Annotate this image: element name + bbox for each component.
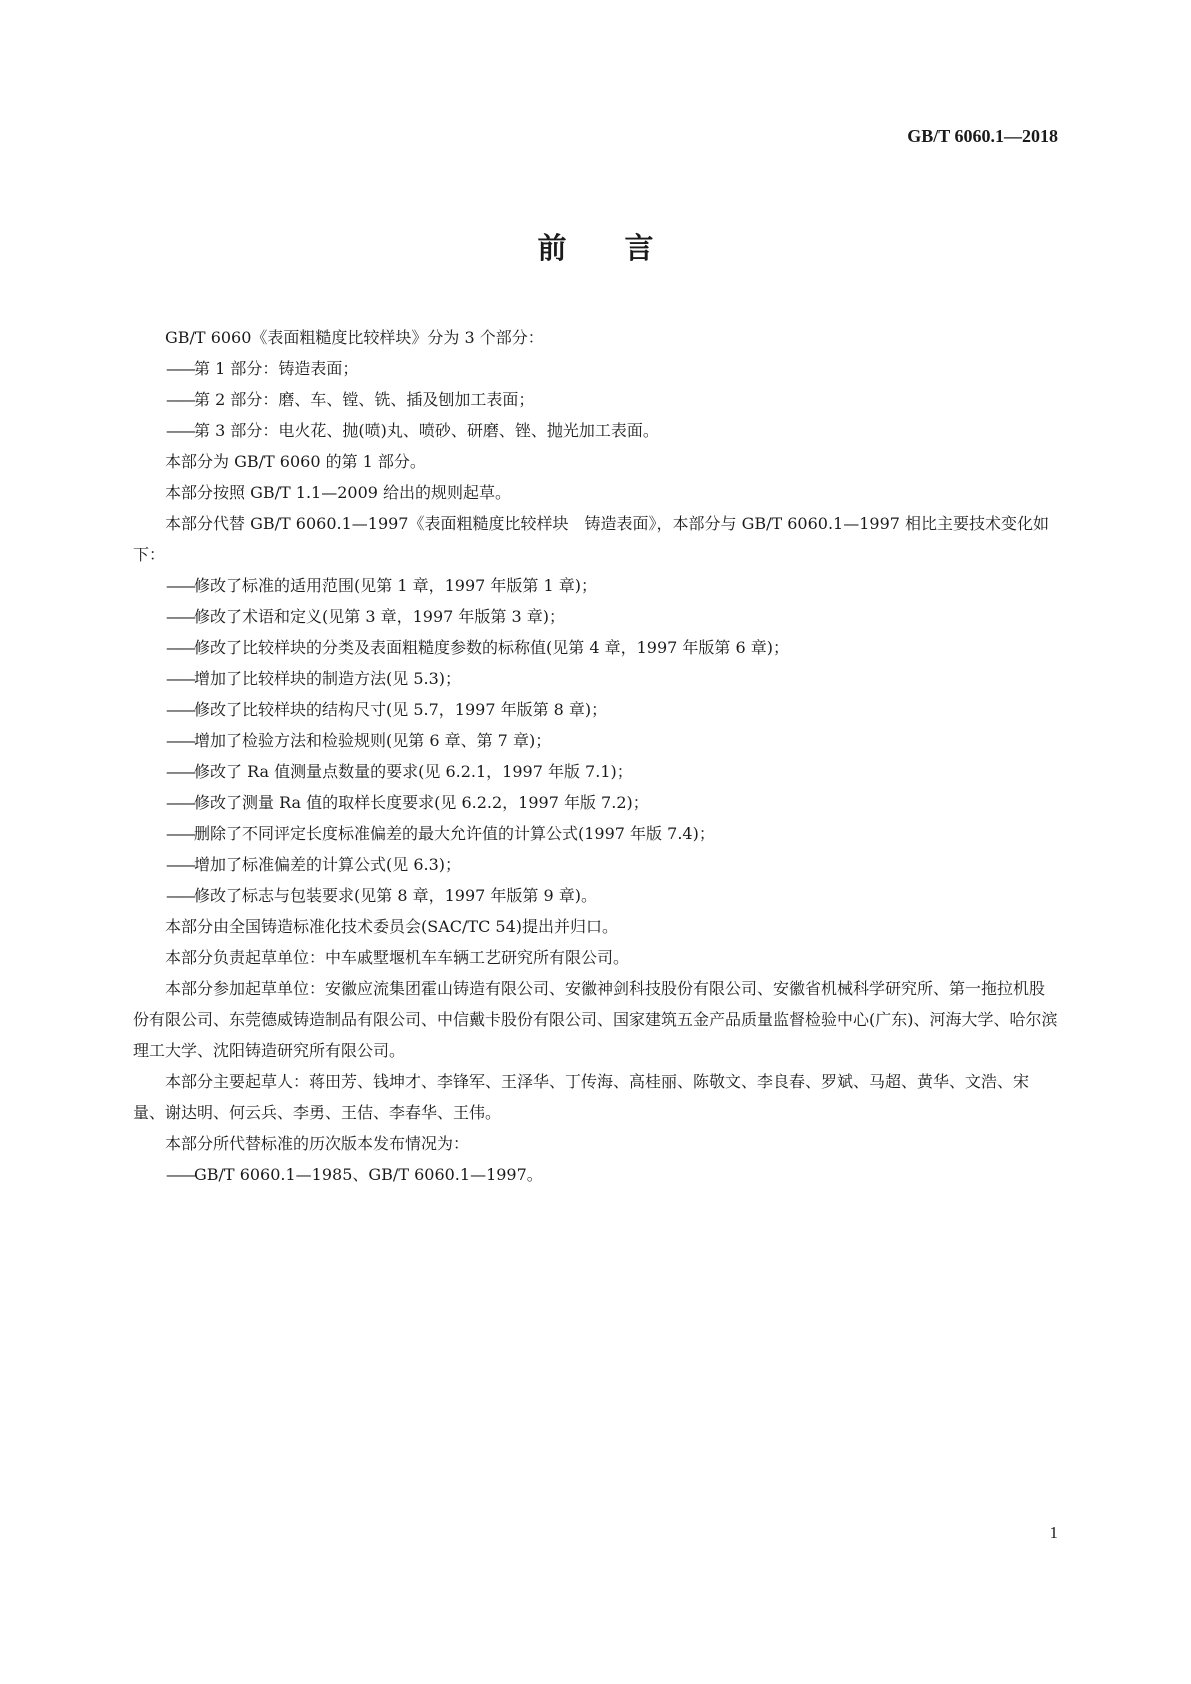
paragraph-main-drafters: 本部分主要起草人：蒋田芳、钱坤才、李锋军、王泽华、丁传海、高桂丽、陈敬文、李良春、罗斌、马超、黄华、文浩、宋量、谢达明、何云兵、李勇、王佶、李春华、王伟。 <box>133 1072 1030 1122</box>
paragraph-proposer: 本部分由全国铸造标准化技术委员会(SAC/TC 54)提出并归口。 <box>165 917 618 936</box>
list-item-history <box>133 1159 1058 1190</box>
page-title: 前 言 <box>537 231 654 265</box>
list-item-text: 第 1 部分：铸造表面； <box>194 359 359 378</box>
dash-mark: —— <box>166 390 194 409</box>
list-item-change <box>133 880 1058 911</box>
list-item-part <box>133 415 1058 446</box>
list-item-text: 增加了标准偏差的计算公式(见 6.3)； <box>194 855 462 874</box>
page-number: 1 <box>1049 1523 1058 1542</box>
dash-mark: —— <box>166 638 194 657</box>
paragraph-part-scope: 本部分为 GB/T 6060 的第 1 部分。 <box>165 452 426 471</box>
list-item-change <box>133 818 1058 849</box>
list-item-text: 第 3 部分：电火花、抛(喷)丸、喷砂、研磨、锉、抛光加工表面。 <box>194 421 659 440</box>
list-item-change <box>133 570 1058 601</box>
list-item-text: 删除了不同评定长度标准偏差的最大允许值的计算公式(1997 年版 7.4)； <box>194 824 715 843</box>
list-item-change <box>133 787 1058 818</box>
dash-mark: —— <box>166 576 194 595</box>
list-item-change <box>133 849 1058 880</box>
list-item-text: 修改了标志与包装要求(见第 8 章，1997 年版第 9 章)。 <box>194 886 597 905</box>
list-item-text: 修改了测量 Ra 值的取样长度要求(见 6.2.2，1997 年版 7.2)； <box>194 793 649 812</box>
list-item-change <box>133 601 1058 632</box>
paragraph-parts-intro: GB/T 6060《表面粗糙度比较样块》分为 3 个部分： <box>165 328 544 347</box>
paragraph-drafting-rules: 本部分按照 GB/T 1.1—2009 给出的规则起草。 <box>165 483 512 502</box>
paragraph-responsible-drafter: 本部分负责起草单位：中车戚墅堰机车车辆工艺研究所有限公司。 <box>165 948 630 967</box>
list-item-text: 修改了术语和定义(见第 3 章，1997 年版第 3 章)； <box>194 607 565 626</box>
list-item-text: 修改了标准的适用范围(见第 1 章，1997 年版第 1 章)； <box>194 576 597 595</box>
paragraph-participating-drafters: 本部分参加起草单位：安徽应流集团霍山铸造有限公司、安徽神剑科技股份有限公司、安徽省机械科学研究所、第一拖拉机股份有限公司、东莞德威铸造制品有限公司、中信戴卡股份有限公司、国家建筑五金产品质量监督检验中心(广东)、河海大学、哈尔滨理工大学、沈阳铸造研究所有限公司。 <box>133 979 1058 1060</box>
list-item-part <box>133 384 1058 415</box>
dash-mark: —— <box>166 886 194 905</box>
dash-mark: —— <box>166 793 194 812</box>
list-item-text: GB/T 6060.1—1985、GB/T 6060.1—1997。 <box>194 1165 543 1184</box>
dash-mark: —— <box>166 731 194 750</box>
list-item-text: 增加了检验方法和检验规则(见第 6 章、第 7 章)； <box>194 731 552 750</box>
list-item-part <box>133 353 1058 384</box>
list-item-text: 修改了比较样块的分类及表面粗糙度参数的标称值(见第 4 章，1997 年版第 6 章)； <box>194 638 789 657</box>
list-item-text: 修改了 Ra 值测量点数量的要求(见 6.2.1，1997 年版 7.1)； <box>194 762 633 781</box>
dash-mark: —— <box>166 1165 194 1184</box>
dash-mark: —— <box>166 669 194 688</box>
list-item-change <box>133 663 1058 694</box>
dash-mark: —— <box>166 700 194 719</box>
dash-mark: —— <box>166 855 194 874</box>
list-item-change <box>133 632 1058 663</box>
foreword-body <box>133 322 1058 1190</box>
dash-mark: —— <box>166 762 194 781</box>
paragraph-replacement: 本部分代替 GB/T 6060.1—1997《表面粗糙度比较样块 铸造表面》，本部分与 GB/T 6060.1—1997 相比主要技术变化如下： <box>133 514 1050 564</box>
list-item-text: 修改了比较样块的结构尺寸(见 5.7，1997 年版第 8 章)； <box>194 700 608 719</box>
dash-mark: —— <box>166 359 194 378</box>
list-item-text: 增加了比较样块的制造方法(见 5.3)； <box>194 669 462 688</box>
list-item-change <box>133 694 1058 725</box>
standard-code: GB/T 6060.1—2018 <box>907 126 1058 146</box>
paragraph-history: 本部分所代替标准的历次版本发布情况为： <box>165 1134 470 1153</box>
dash-mark: —— <box>166 607 194 626</box>
list-item-change <box>133 756 1058 787</box>
dash-mark: —— <box>166 421 194 440</box>
list-item-text: 第 2 部分：磨、车、镗、铣、插及刨加工表面； <box>194 390 535 409</box>
list-item-change <box>133 725 1058 756</box>
dash-mark: —— <box>166 824 194 843</box>
